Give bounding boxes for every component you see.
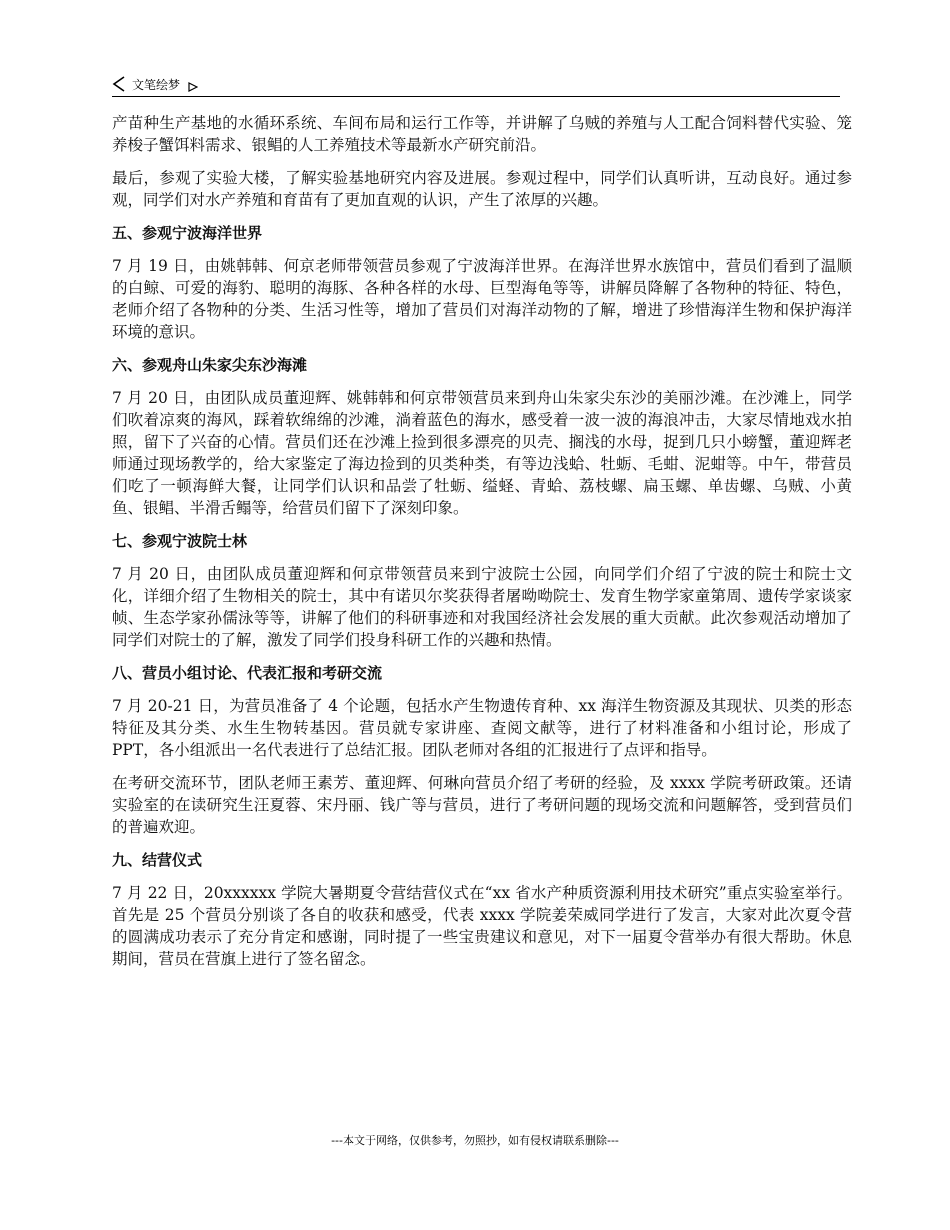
paragraph: 7 月 20 日，由团队成员董迎辉和何京带领营员来到宁波院士公园，向同学们介绍了宁波的院士和院士文化，详细介绍了生物相关的院士，其中有诺贝尔奖获得者屠呦呦院士、发育生物学家童第周、遗传学家谈家帧、生态学家孙儒泳等等，讲解了他们的科研事迹和对我国经济社会发展的重大贡献。此次参观活动增加了同学们对院士的了解，激发了同学们投身科研工作的兴趣和热情。 [112,565,852,649]
page-header [112,72,840,97]
footer-notice: ---本文于网络，仅供参考，勿照抄，如有侵权请联系删除--- [331,1134,619,1147]
paragraph: 最后，参观了实验大楼，了解实验基地研究内容及进展。参观过程中，同学们认真听讲，互动良好。通过参观，同学们对水产养殖和育苗有了更加直观的认识，产生了浓厚的兴趣。 [112,169,852,209]
section-heading: 五、参观宁波海洋世界 [112,224,263,242]
paragraph: 在考研交流环节，团队老师王素芳、董迎辉、何琳向营员介绍了考研的经验，及 xxxx 学院考研政策。还请实验室的在读研究生汪夏蓉、宋丹丽、钱广等与营员，进行了考研问题的现场交流和问题解答，受到营员们的普遍欢迎。 [112,774,852,836]
document-body [112,112,852,981]
paragraph: 产苗种生产基地的水循环系统、车间布局和运行工作等，并讲解了乌贼的养殖与人工配合饲料替代实验、笼养梭子蟹饵料需求、银鲳的人工养殖技术等最新水产研究前沿。 [112,114,852,154]
section-heading: 七、参观宁波院士林 [112,532,248,550]
section-heading: 八、营员小组讨论、代表汇报和考研交流 [112,664,383,682]
paragraph: 7 月 20 日，由团队成员董迎辉、姚韩韩和何京带领营员来到舟山朱家尖东沙的美丽沙滩。在沙滩上，同学们吹着凉爽的海风，踩着软绵绵的沙滩，淌着蓝色的海水，感受着一波一波的海浪冲击，大家尽情地戏水拍照，留下了兴奋的心情。营员们还在沙滩上捡到很多漂亮的贝壳、搁浅的水母，捉到几只小螃蟹，董迎辉老师通过现场教学的，给大家鉴定了海边捡到的贝类种类，有等边浅蛤、牡蛎、毛蚶、泥蚶等。中午，带营员们吃了一顿海鲜大餐，让同学们认识和品尝了牡蛎、缢蛏、青蛤、荔枝螺、扁玉螺、单齿螺、乌贼、小黄鱼、银鲳、半滑舌鳎等，给营员们留下了深刻印象。 [112,389,852,517]
section-heading: 九、结营仪式 [112,851,203,869]
paragraph: 7 月 20-21 日，为营员准备了 4 个论题，包括水产生物遗传育种、xx 海洋生物资源及其现状、贝类的形态特征及其分类、水生生物转基因。营员就专家讲座、查阅文献等，进行了材料准备和小组讨论，形成了 PPT，各小组派出一名代表进行了总结汇报。团队老师对各组的汇报进行了点评和指导。 [112,697,852,759]
section-heading: 六、参观舟山朱家尖东沙海滩 [112,356,308,374]
paragraph: 7 月 19 日，由姚韩韩、何京老师带领营员参观了宁波海洋世界。在海洋世界水族馆中，营员们看到了温顺的白鲸、可爱的海豹、聪明的海豚、各种各样的水母、巨型海龟等等，讲解员降解了各物种的特征、特色，老师介绍了各物种的分类、生活习性等，增加了营员们对海洋动物的了解，增进了珍惜海洋生物和保护海洋环境的意识。 [112,257,852,341]
triangle-right-icon [188,79,198,89]
back-arrow-icon[interactable] [112,76,126,92]
brand-name: 文笔绘梦 [132,77,181,92]
paragraph: 7 月 22 日，20xxxxxx 学院大暑期夏令营结营仪式在“xx 省水产种质资源利用技术研究”重点实验室举行。首先是 25 个营员分别谈了各自的收获和感受，代表 xxxx 学院姜荣威同学进行了发言，大家对此次夏令营的圆满成功表示了充分肯定和感谢，同时提了一些宝贵建议和意见，对下一届夏令营举办有很大帮助。休息期间，营员在营旗上进行了签名留念。 [112,884,852,968]
